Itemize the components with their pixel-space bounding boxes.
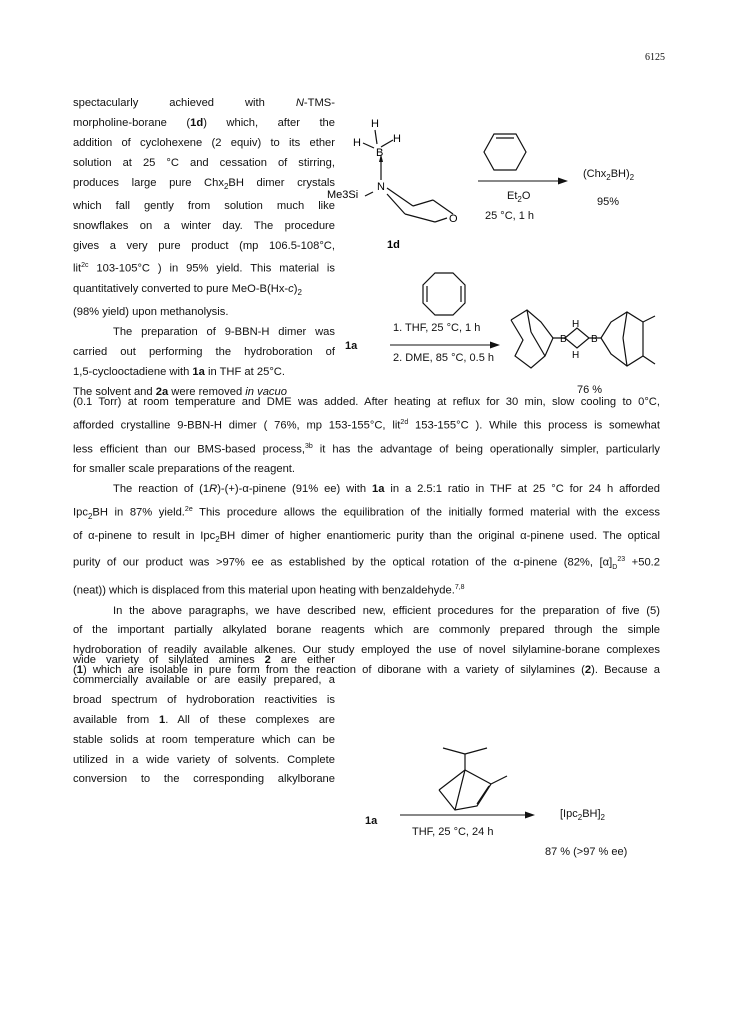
scheme1-arrow [478,176,568,186]
page-number: 6125 [645,52,665,63]
scheme3-conditions: THF, 25 °C, 24 h [412,826,494,838]
text-column-1 [73,94,335,403]
scheme2-step1: 1. THF, 25 °C, 1 h [393,322,481,334]
scheme3-product: $[Ipc_2BH]_2$ [560,808,605,823]
text-line: gives a very pure product (mp 106.5-108°C, [73,239,335,252]
scheme2-step2: 2. DME, 85 °C, 0.5 h [393,352,494,364]
scheme1-h-left: H [353,137,361,149]
scheme1-solvent: $Et_2O$ [507,190,531,205]
scheme2-hydride-1: H [572,319,580,330]
text-line: of α-pinene to result in Ipc$_2$BH dimer of higher enantiomeric purity than the original α-pinene used. The optical [73,529,660,545]
cyclohexene-icon [482,128,532,178]
alpha-pinene-icon [425,746,515,818]
scheme2-yield: 76 % [577,384,603,396]
scheme-1-structure [327,110,485,251]
text-line: solution at 25 °C and cessation of stirring, [73,156,335,169]
scheme1-h-top: H [371,118,379,130]
text-line: of the important partially alkylated borane reagents which are commonly prepared through the simple [73,624,660,637]
text-column-2 [73,651,335,790]
scheme1-product: $(Chx_2BH)_2$ [583,168,635,183]
text-line: (0.1 Torr) at room temperature and DME was added. After heating at reflux for 30 min, slow cooling to 0°C, [73,396,660,408]
text-line: 1,5-cyclooctadiene with 1a in THF at 25°C. [73,365,285,378]
text-line: snowflakes on a winter day. The procedure [73,219,335,232]
scheme1-silyl: Me3Si [327,189,359,201]
text-line: (98% yield) upon methanolysis. [73,306,229,319]
scheme3-arrow [400,810,535,820]
scheme1-yield: 95% [597,196,620,208]
text-line: The reaction of (1R)-(+)-α-pinene (91% ee) with 1a in a 2.5:1 ratio in THF at 25 °C for 24 h afforded [113,483,660,496]
text-line: less efficient than our BMS-based process,$^{3b}$ it has the advantage of being operationally simpler, particularly [73,442,660,456]
scheme3-yield: 87 % (>97 % ee) [545,846,628,858]
text-line: stable solids at room temperature which can be [73,733,335,746]
scheme2-boron-1: B [560,334,567,345]
text-line: for smaller scale preparations of the reagent. [73,463,296,476]
text-line: broad spectrum of hydroboration reactivities is [73,693,335,706]
text-line: afforded crystalline 9-BBN-H dimer ( 76%, mp 153-155°C, lit$^{2d}$ 153-155°C ). While this process is somewhat [73,418,661,432]
scheme1-oxygen: O [449,213,458,225]
scheme1-h-right: H [393,133,401,145]
text-line: carried out performing the hydroboration of [73,346,335,359]
scheme2-reagent: 1a [345,340,358,352]
text-full-width [73,393,660,681]
text-line: utilized in a wide variety of solvents. Complete [73,753,335,766]
scheme1-nitrogen: N [377,181,385,193]
scheme2-product-structure [505,300,665,380]
text-line: quantitatively converted to pure MeO-$B(Hx-c)_2$ [73,283,302,298]
text-line: The solvent and 2a were removed in vacuo [73,385,287,398]
text-line: produces large pure Chx$_2$BH dimer crystals [73,176,335,191]
scheme2-arrow [390,340,500,350]
text-line: which fall gently from solution much like [73,199,335,212]
text-line: In the above paragraphs, we have described new, efficient procedures for the preparation of five (5) [113,604,660,617]
text-line: lit$^{2c}$ 103-105°C ) in 95% yield. This material is [73,262,335,276]
text-line: conversion to the corresponding alkylborane [73,773,335,786]
scheme1-conditions: 25 °C, 1 h [485,210,535,222]
text-line: commercially available or are easily prepared, a [73,673,335,686]
scheme1-boron: B [376,147,384,159]
scheme2-boron-2: B [591,334,598,345]
text-line: The preparation of 9-BBN-H dimer was [113,326,335,339]
scheme3-reagent: 1a [365,815,378,827]
text-line: addition of cyclohexene (2 equiv) to its ether [73,136,335,149]
text-line: available from 1. All of these complexes are [73,713,335,726]
text-line: purity of our product was >97% ee as established by the optical rotation of the α-pinene (82%, $[\alpha]_D^{23} +50.2$ [73,556,660,571]
text-line: Ipc$_2$BH in 87% yield.$^{2e}$ This procedure allows the equilibration of the initially formed material with the excess [73,506,660,521]
scheme2-hydride-2: H [572,350,580,361]
text-line: (neat)) which is displaced from this material upon heating with benzaldehyde.$^{7,8}$ [73,583,465,597]
scheme1-label: 1d [387,239,400,251]
text-line: hydroboration of readily available alkenes. Our study employed the use of novel silylamine-borane complexes [73,644,660,657]
text-line: wide variety of silylated amines 2 are either [73,654,335,666]
cyclooctadiene-icon [420,270,468,318]
text-line: spectacularly achieved with N-TMS- [73,97,335,109]
text-line: morpholine-borane (1d) which, after the [73,116,335,129]
text-line: (1) which are isolable in pure form from the reaction of diborane with a variety of silylamines (2). Because a [73,664,661,677]
